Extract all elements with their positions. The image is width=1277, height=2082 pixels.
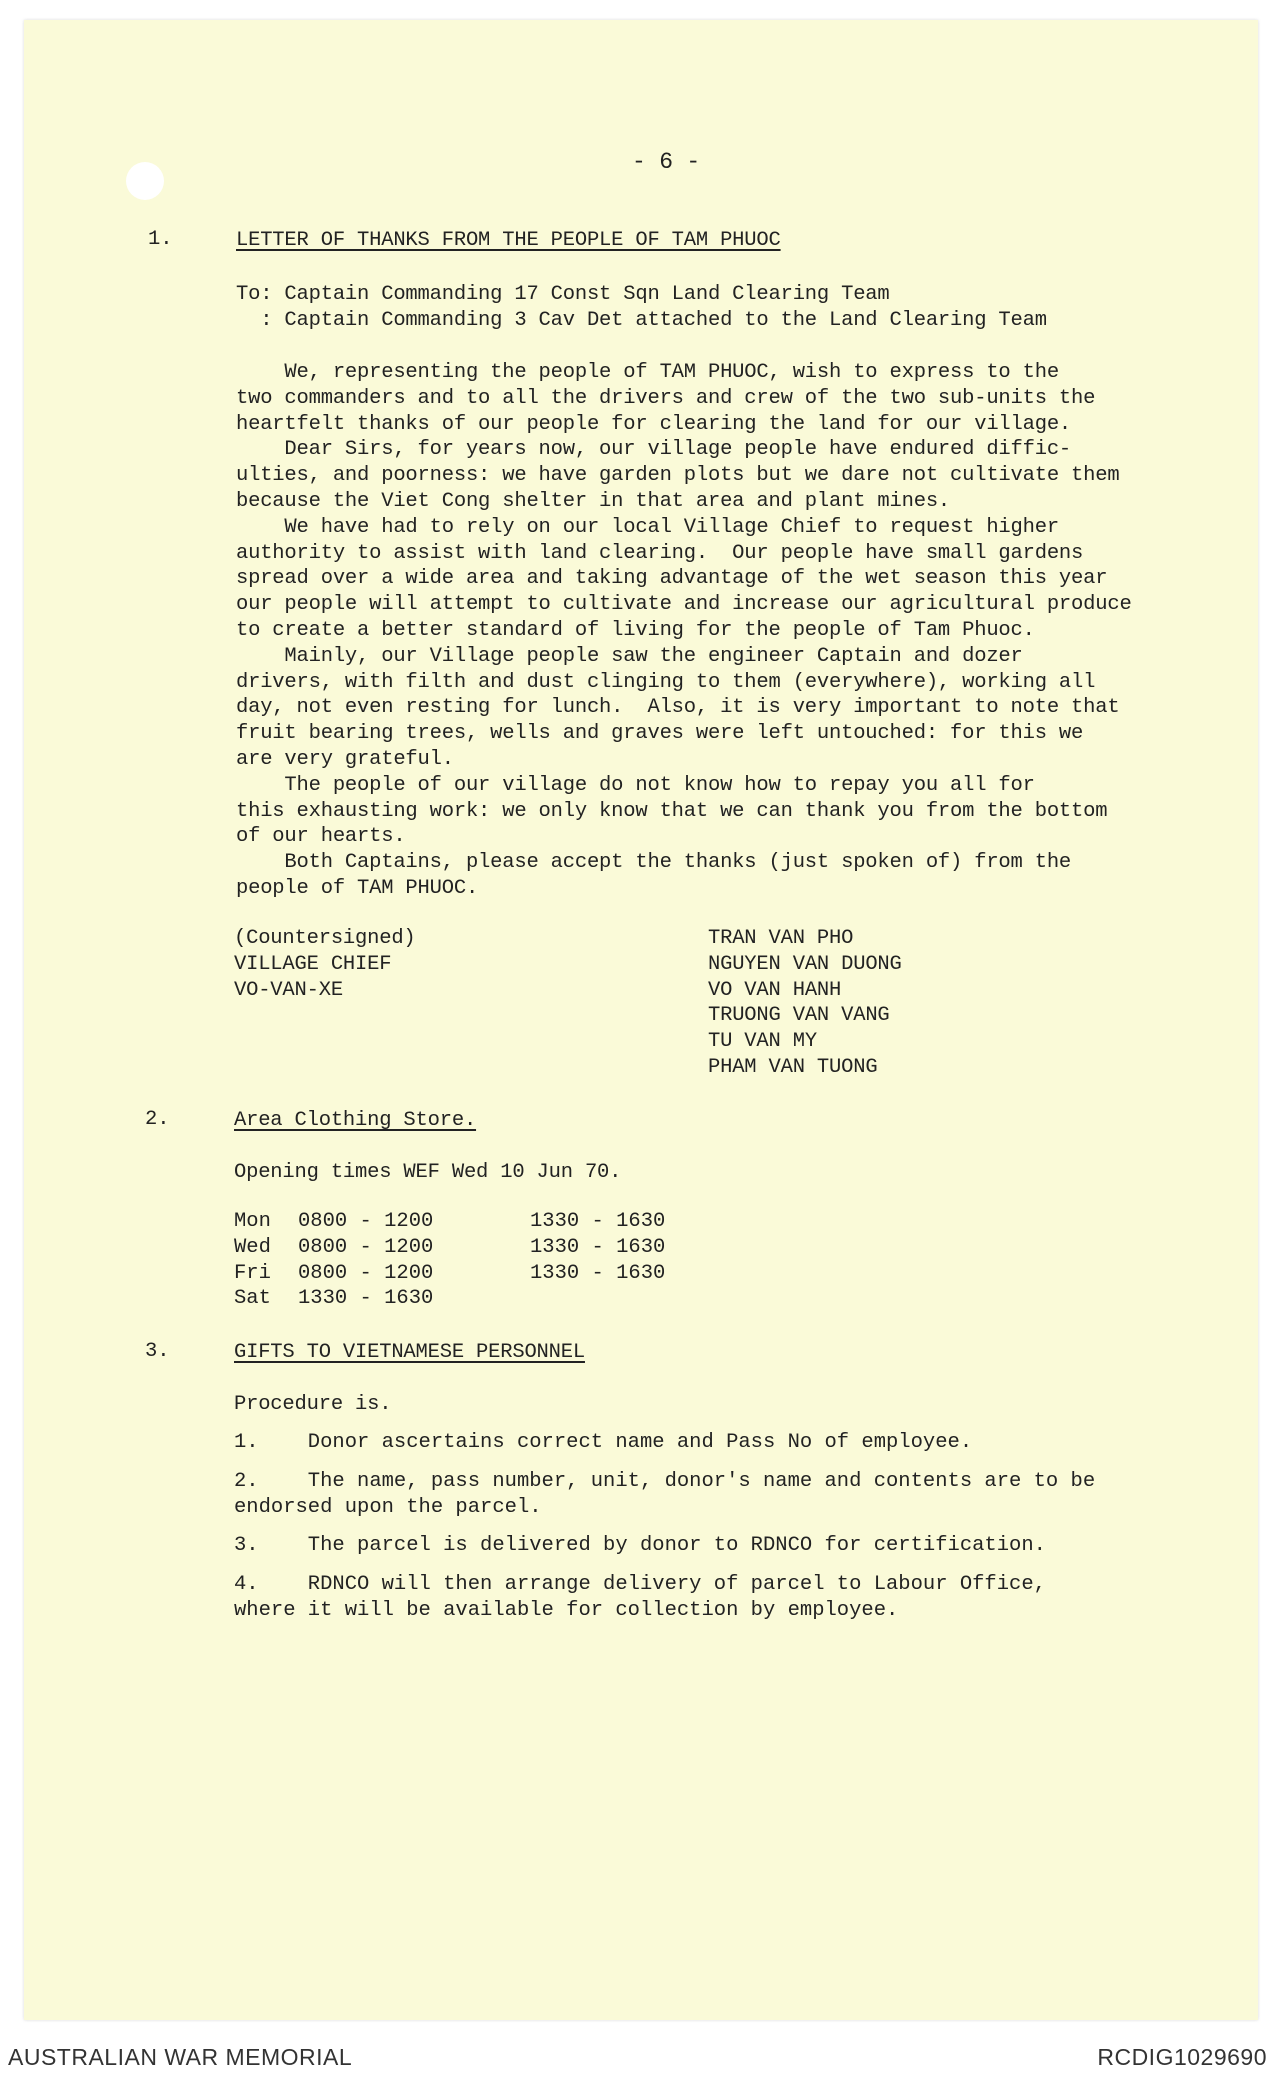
countersign-line: VILLAGE CHIEF (234, 952, 392, 976)
letter-line: fruit bearing trees, wells and graves were left untouched: for this we (236, 722, 1084, 746)
letter-line: people of TAM PHUOC. (236, 876, 479, 900)
opening-day-cell: Mon (234, 1210, 271, 1233)
letter-line: We have had to rely on our local Village Chief to request higher (236, 515, 1059, 539)
letter-line: two commanders and to all the drivers and crew of the two sub-units the (236, 386, 1096, 410)
section-2-heading: Area Clothing Store. (234, 1109, 477, 1132)
letter-line: drivers, with filth and dust clinging to them (everywhere), working all (236, 670, 1096, 694)
opening-afternoon-cell: 1330 - 1630 (530, 1210, 666, 1233)
opening-day-cell: Fri (234, 1261, 271, 1285)
procedure-line: endorsed upon the parcel. (234, 1495, 542, 1519)
countersign-line: VO-VAN-XE (234, 978, 343, 1002)
signatory-name: NGUYEN VAN DUONG (708, 952, 902, 976)
procedure-line: 1. Donor ascertains correct name and Pass No of employee. (234, 1431, 973, 1454)
list-item (234, 1533, 1046, 1559)
letter-line: our people will attempt to cultivate and increase our agricultural produce (236, 593, 1132, 617)
page-number: - 6 - (632, 149, 701, 175)
countersign-line: (Countersigned) (234, 927, 416, 950)
list-item (234, 1430, 972, 1456)
opening-afternoon-cell: 1330 - 1630 (530, 1261, 666, 1285)
opening-day-cell: Wed (234, 1235, 271, 1259)
opening-times-intro: Opening times WEF Wed 10 Jun 70. (234, 1161, 622, 1184)
list-item (234, 1469, 1095, 1521)
opening-day-cell: Sat (234, 1287, 271, 1311)
signatories-list (708, 926, 902, 1081)
letter-line: We, representing the people of TAM PHUOC, wish to express to the (236, 361, 1059, 384)
letter-line: spread over a wide area and taking advantage of the wet season this year (236, 567, 1108, 591)
footer-right-label: RCDIG1029690 (1097, 2044, 1267, 2070)
letter-body (236, 360, 1132, 902)
section-1-number: 1. (148, 228, 173, 251)
procedure-intro: Procedure is. (234, 1393, 392, 1416)
address-line: : Captain Commanding 3 Cav Det attached to the Land Clearing Team (236, 308, 1047, 332)
opening-morning-cell: 0800 - 1200 (298, 1261, 434, 1285)
letter-line: authority to assist with land clearing. Our people have small gardens (236, 541, 1084, 565)
signatory-name: TRAN VAN PHO (708, 927, 854, 950)
opening-afternoon-cell: 1330 - 1630 (530, 1235, 666, 1259)
punch-hole (126, 162, 164, 200)
letter-line: ulties, and poorness: we have garden plots but we dare not cultivate them (236, 464, 1120, 488)
opening-morning-cell: 0800 - 1200 (298, 1235, 434, 1259)
procedure-line: 3. The parcel is delivered by donor to RDNCO for certification. (234, 1534, 1046, 1558)
letter-line: Mainly, our Village people saw the engineer Captain and dozer (236, 644, 1023, 668)
letter-line: Dear Sirs, for years now, our village people have endured diffic- (236, 438, 1072, 462)
procedure-line: 2. The name, pass number, unit, donor's name and contents are to be (234, 1469, 1096, 1493)
letter-line: this exhausting work: we only know that we can thank you from the bottom (236, 799, 1108, 823)
letter-line: to create a better standard of living for the people of Tam Phuoc. (236, 618, 1035, 642)
letter-line: The people of our village do not know how to repay you all for (236, 773, 1035, 797)
signatory-name: TU VAN MY (708, 1030, 817, 1054)
opening-morning-cell: 1330 - 1630 (298, 1287, 434, 1311)
section-1-heading: LETTER OF THANKS FROM THE PEOPLE OF TAM PHUOC (236, 229, 781, 252)
letter-line: because the Viet Cong shelter in that area and plant mines. (236, 489, 951, 513)
opening-morning-cell: 0800 - 1200 (298, 1210, 434, 1233)
signatory-name: PHAM VAN TUONG (708, 1055, 878, 1079)
footer-left-label: AUSTRALIAN WAR MEMORIAL (8, 2044, 353, 2070)
procedure-line: 4. RDNCO will then arrange delivery of parcel to Labour Office, (234, 1573, 1046, 1597)
countersignature-block (234, 926, 416, 1003)
letter-line: day, not even resting for lunch. Also, it is very important to note that (236, 696, 1120, 720)
section-3-heading: GIFTS TO VIETNAMESE PERSONNEL (234, 1341, 585, 1364)
letter-address (236, 282, 1047, 334)
letter-line: of our hearts. (236, 825, 406, 849)
list-item (234, 1572, 1046, 1624)
letter-line: Both Captains, please accept the thanks (just spoken of) from the (236, 851, 1072, 875)
letter-line: are very grateful. (236, 747, 454, 771)
address-line: To: Captain Commanding 17 Const Sqn Land Clearing Team (236, 283, 890, 306)
letter-line: heartfelt thanks of our people for clearing the land for our village. (236, 412, 1072, 436)
signatory-name: TRUONG VAN VANG (708, 1004, 890, 1028)
procedure-line: where it will be available for collection by employee. (234, 1598, 899, 1622)
section-2-number: 2. (145, 1108, 170, 1131)
section-3-number: 3. (145, 1340, 170, 1363)
signatory-name: VO VAN HANH (708, 978, 842, 1002)
